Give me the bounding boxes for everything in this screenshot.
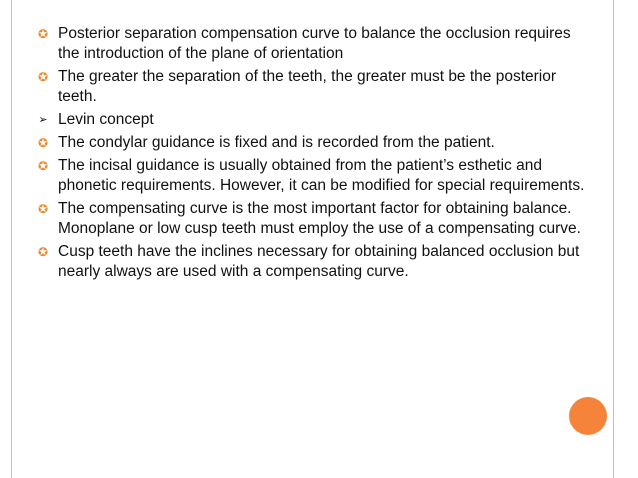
bullet-item [34,242,594,282]
bullet-text: Posterior separation compensation curve to balance the occlusion requires the introduction of the plane of orientation [58,25,571,62]
ring-bullet-icon: ✪ [37,245,49,259]
bullet-list [34,24,594,285]
bullet-text: The condylar guidance is fixed and is recorded from the patient. [58,134,495,151]
bullet-item [34,110,594,130]
bullet-text: Levin concept [58,111,154,128]
bullet-item [34,199,594,239]
slide-border-right [613,0,614,478]
slide-border-left [11,0,12,478]
ring-bullet-icon: ✪ [37,27,49,41]
bullet-text: The greater the separation of the teeth, the greater must be the posterior teeth. [58,68,557,105]
bullet-item [34,156,594,196]
ring-bullet-icon: ✪ [37,202,49,216]
bullet-item [34,133,594,153]
decorative-orange-circle [569,397,607,435]
ring-bullet-icon: ✪ [37,136,49,150]
ring-bullet-icon: ✪ [37,159,49,173]
bullet-item [34,67,594,107]
arrow-bullet-icon: ➢ [38,114,48,126]
bullet-text: The incisal guidance is usually obtained from the patient’s esthetic and phonetic requirements. However, it can be modified for special requirements. [58,157,585,194]
bullet-item [34,24,594,64]
bullet-text: Cusp teeth have the inclines necessary for obtaining balanced occlusion but nearly always are used with a compensating curve. [58,243,580,280]
bullet-text: The compensating curve is the most important factor for obtaining balance. Monoplane or low cusp teeth must employ the use of a compensating curve. [58,200,581,237]
ring-bullet-icon: ✪ [37,70,49,84]
